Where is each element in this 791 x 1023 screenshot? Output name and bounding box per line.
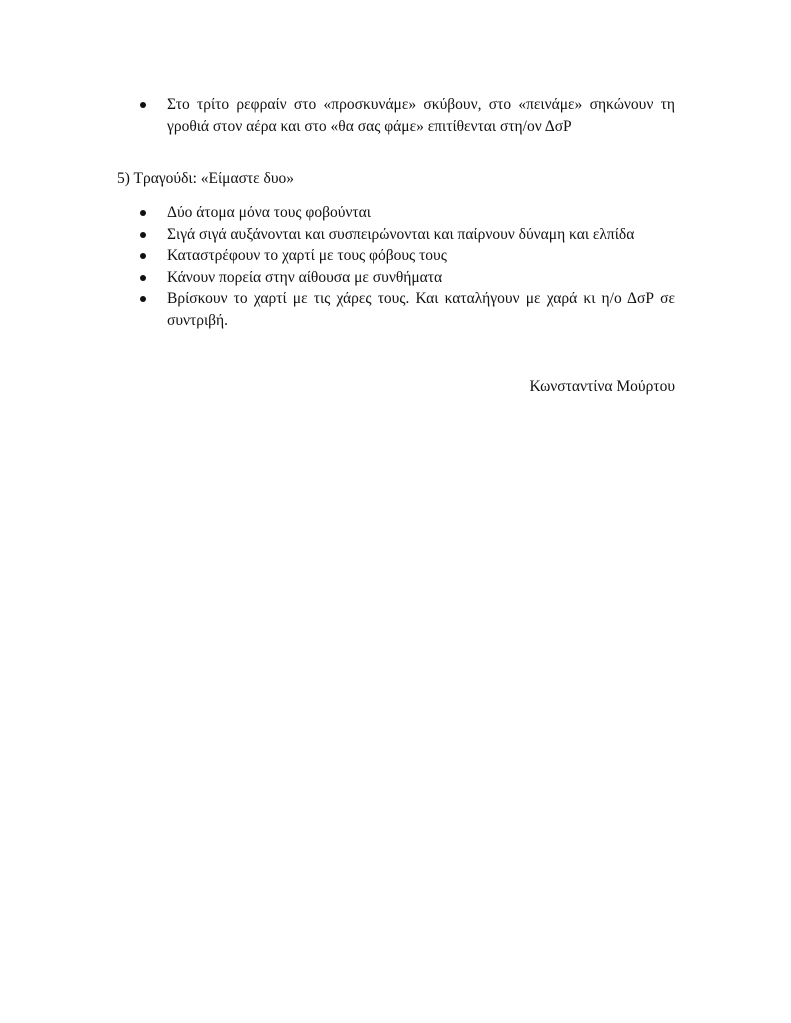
list-item-text: Βρίσκουν το χαρτί με τις χάρες τους. Και καταλήγουν με χαρά κι η/ο ΔσΡ σε συντριβή. bbox=[167, 290, 675, 329]
bullet-icon bbox=[140, 275, 146, 281]
list-item bbox=[138, 94, 675, 137]
list-item bbox=[138, 224, 675, 246]
list-item-text: Καταστρέφουν το χαρτί με τους φόβους τους bbox=[167, 247, 447, 264]
bullet-list-continued bbox=[138, 94, 675, 137]
list-item bbox=[138, 202, 675, 224]
bullet-icon bbox=[140, 102, 146, 108]
list-item-text: Κάνουν πορεία στην αίθουσα με συνθήματα bbox=[167, 268, 443, 286]
list-item-text: Σιγά σιγά αυξάνονται και συσπειρώνονται και παίρνουν δύναμη και ελπίδα bbox=[167, 225, 635, 243]
list-item bbox=[138, 288, 675, 331]
section-heading: 5) Τραγούδι: «Είμαστε δυο» bbox=[117, 170, 295, 187]
bullet-icon bbox=[140, 232, 146, 238]
bullet-icon bbox=[140, 253, 146, 259]
list-item bbox=[138, 267, 675, 289]
list-item-text: Στο τρίτο ρεφραίν στο «προσκυνάμε» σκύβουν, στο «πεινάμε» σηκώνουν τη γροθιά στον αέρα και στο «θα σας φάμε» επιτίθενται στη/ον ΔσΡ bbox=[167, 96, 675, 135]
bullet-icon bbox=[140, 296, 146, 302]
bullet-list-section-5 bbox=[138, 202, 675, 331]
bullet-icon bbox=[140, 210, 146, 216]
author-signature: Κωνσταντίνα Μούρτου bbox=[529, 378, 675, 395]
list-item bbox=[138, 245, 675, 267]
list-item-text: Δύο άτομα μόνα τους φοβούνται bbox=[167, 204, 371, 221]
